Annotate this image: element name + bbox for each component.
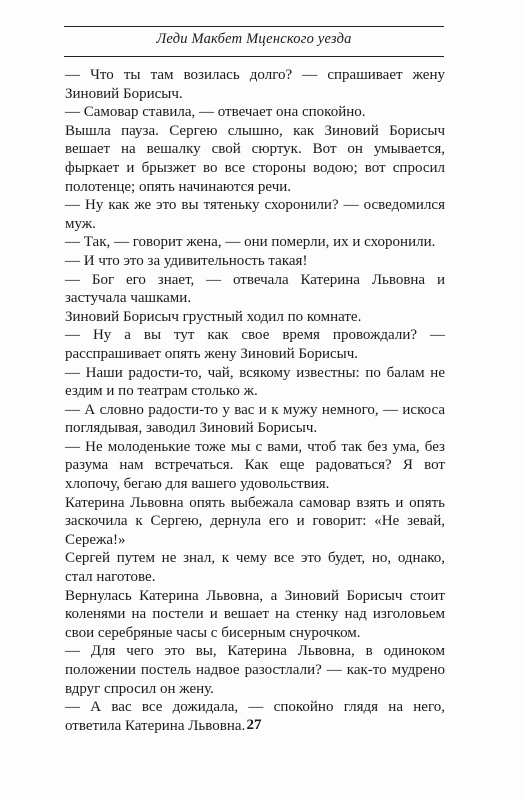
paragraph: Вернулась Катерина Львовна, а Зиновий Борисыч стоит коленями на постели и вешает на стенку над изголовьем свои серебряные часы с бисерным снурочком.: [65, 587, 445, 641]
paragraph: — Ну а вы тут как свое время провождали? — расспрашивает опять жену Зиновий Борисыч.: [65, 327, 445, 362]
paragraph: — Бог его знает, — отвечала Катерина Львовна и застучала чашками.: [65, 271, 445, 307]
paragraph: — Так, — говорит жена, — они померли, их и схоронили.: [65, 234, 436, 251]
paragraph: — А вас все дожидала, — спокойно глядя на него, ответила Катерина Львовна.: [65, 699, 445, 734]
paragraph: — Что ты там возилась долго? — спрашивает жену Зиновий Борисыч.: [65, 67, 445, 102]
paragraph: Зиновий Борисыч грустный ходил по комнате.: [65, 308, 362, 325]
body-text: [65, 66, 445, 735]
paragraph: — Для чего это вы, Катерина Львовна, в одиноком положении постель надвое разостлали? — как-то мудрено вдруг спросил он жену.: [65, 643, 445, 697]
running-head: Леди Макбет Мценского уезда: [156, 31, 352, 47]
paragraph: — Наши радости-то, чай, всякому известны: по балам не ездим и по театрам столько ж.: [65, 364, 445, 400]
paragraph: — А словно радости-то у вас и к мужу немного, — искоса поглядывая, заводил Зиновий Борисыч.: [65, 401, 445, 437]
page-number: 27: [246, 717, 262, 733]
header-rule-top: [64, 26, 444, 27]
paragraph: Катерина Львовна опять выбежала самовар взять и опять заскочила к Сергею, дернула его и говорит: «Не зевай, Сережа!»: [65, 494, 445, 548]
header-rule-bottom: [64, 56, 444, 57]
paragraph: — И что это за удивительность такая!: [65, 252, 308, 269]
paragraph: Вышла пауза. Сергею слышно, как Зиновий Борисыч вешает на вешалку свой сюртук. Вот он умывается, фыркает и брызжет во все стороны водою; вот спросил полотенце; опять начинаются речи.: [65, 122, 445, 195]
paragraph: Сергей путем не знал, к чему все это будет, но, однако, стал наготове.: [65, 550, 445, 586]
paragraph: — Не молоденькие тоже мы с вами, чтоб так без ума, без разума нам встречаться. Как еще радоваться? Я вот хлопочу, бегаю для вашего удовольствия.: [65, 438, 445, 493]
paragraph: — Самовар ставила, — отвечает она спокойно.: [65, 104, 366, 121]
paragraph: — Ну как же это вы тятеньку схоронили? — осведомился муж.: [65, 197, 445, 232]
